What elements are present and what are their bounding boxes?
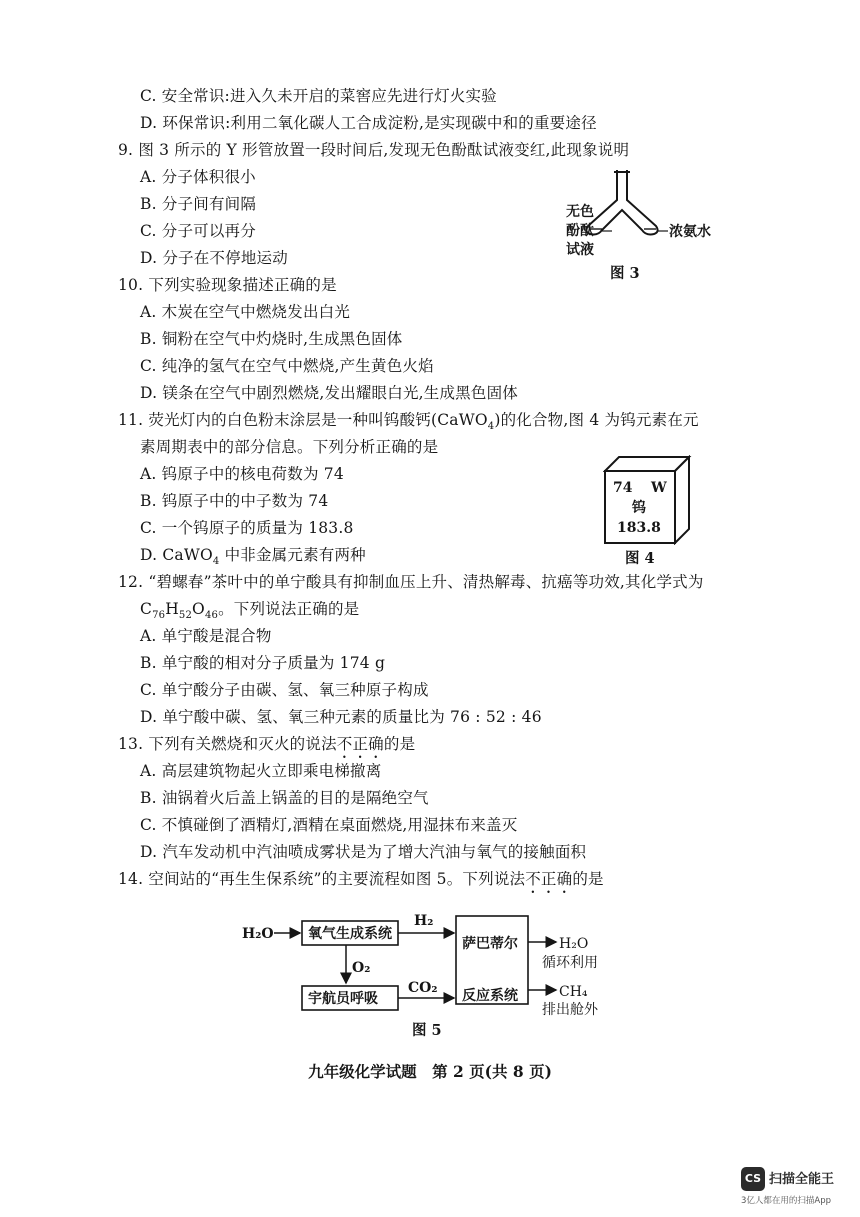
fig5-oxygen-generation-label: 氧气生成系统 [308, 926, 392, 942]
q9-option-d: D. 分子在不停地运动 [140, 249, 288, 267]
fig5-input-water: H₂O [242, 926, 274, 942]
q8-option-c: C. 安全常识:进入久未开启的菜窖应先进行灯火实验 [140, 87, 497, 105]
q13-stem: 13. 下列有关燃烧和灭火的说法不正确的是 [118, 735, 416, 753]
q11-option-b: B. 钨原子中的中子数为 74 [140, 492, 329, 510]
q10-option-c: C. 纯净的氢气在空气中燃烧,产生黄色火焰 [140, 357, 434, 375]
q11-stem-line1: 11. 荧光灯内的白色粉末涂层是一种叫钨酸钙(CaWO$_4$)的化合物,图 4 为钨元素在元 [118, 411, 699, 433]
fig5-sabatier-label-2: 反应系统 [462, 988, 518, 1004]
q9-option-b: B. 分子间有间隔 [140, 195, 257, 213]
fig5-out-methane: CH₄ [559, 984, 588, 1000]
q10-option-a: A. 木炭在空气中燃烧发出白光 [140, 303, 351, 321]
q13-option-a: A. 高层建筑物起火立即乘电梯撤离 [140, 762, 382, 780]
fig3-label-colorless: 无色 [566, 204, 594, 220]
q12-option-d: D. 单宁酸中碳、氢、氧三种元素的质量比为 76 : 52 : 46 [140, 708, 542, 726]
fig5-out-methane-note: 排出舱外 [542, 1002, 598, 1018]
figure-5-flow-diagram [238, 908, 618, 1018]
q12-option-c: C. 单宁酸分子由碳、氢、氧三种原子构成 [140, 681, 429, 699]
fig3-label-ammonia: 浓氨水 [669, 224, 711, 240]
fig5-h2-label: H₂ [414, 913, 434, 929]
q11-option-c: C. 一个钨原子的质量为 183.8 [140, 519, 354, 537]
q12-stem-line1: 12. “碧螺春”茶叶中的单宁酸具有抑制血压上升、清热解毒、抗癌等功效,其化学式为 [118, 573, 704, 591]
fig5-sabatier-label-1: 萨巴蒂尔 [462, 936, 518, 952]
scanner-app-tagline: 3亿人都在用的扫描App [741, 1196, 832, 1206]
q13-option-c: C. 不慎碰倒了酒精灯,酒精在桌面燃烧,用湿抹布来盖灭 [140, 816, 518, 834]
fig5-co2-label: CO₂ [408, 980, 438, 996]
figure-3-caption: 图 3 [610, 265, 640, 282]
q13-option-b: B. 油锅着火后盖上锅盖的目的是隔绝空气 [140, 789, 429, 807]
q8-option-d: D. 环保常识:利用二氧化碳人工合成淀粉,是实现碳中和的重要途径 [140, 114, 597, 132]
q9-option-a: A. 分子体积很小 [140, 168, 256, 186]
element-atomic-mass: 183.8 [617, 520, 661, 536]
q12-option-a: A. 单宁酸是混合物 [140, 627, 272, 645]
element-atomic-number: 74 [613, 480, 633, 496]
fig5-o2-label: O₂ [352, 960, 371, 976]
figure-3-y-tube [560, 168, 730, 283]
q12-stem-line2: $C_{76}H_{52}O_{46}$。下列说法正确的是 [140, 600, 360, 622]
q11-option-d: D. CaWO$_4$ 中非金属元素有两种 [140, 546, 366, 568]
fig5-astronaut-label: 宇航员呼吸 [308, 991, 378, 1007]
scanner-logo-icon: CS [741, 1167, 765, 1191]
q13-option-d: D. 汽车发动机中汽油喷成雾状是为了增大汽油与氧气的接触面积 [140, 843, 587, 861]
element-name: 钨 [632, 500, 646, 516]
figure-4-caption: 图 4 [625, 550, 655, 567]
figure-5-caption: 图 5 [412, 1022, 442, 1039]
fig5-out-water: H₂O [559, 936, 589, 952]
page-footer: 九年级化学试题 第 2 页(共 8 页) [308, 1062, 552, 1081]
q10-option-d: D. 镁条在空气中剧烈燃烧,发出耀眼白光,生成黑色固体 [140, 384, 518, 402]
q9-option-c: C. 分子可以再分 [140, 222, 256, 240]
q14-stem: 14. 空间站的“再生生保系统”的主要流程如图 5。下列说法不正确的是 [118, 870, 604, 888]
fig5-out-water-note: 循环利用 [542, 955, 598, 971]
fig3-label-phenol: 酚酞 [566, 223, 594, 239]
q11-stem-line2: 素周期表中的部分信息。下列分析正确的是 [140, 438, 439, 456]
q10-option-b: B. 铜粉在空气中灼烧时,生成黑色固体 [140, 330, 403, 348]
element-symbol: W [651, 480, 667, 496]
fig3-label-reagent: 试液 [566, 242, 594, 258]
figure-4-element-cell [603, 455, 693, 545]
q11-option-a: A. 钨原子中的核电荷数为 74 [140, 465, 344, 483]
q12-option-b: B. 单宁酸的相对分子质量为 174 g [140, 654, 386, 672]
scanner-app-name: 扫描全能王 [769, 1172, 835, 1187]
q10-stem: 10. 下列实验现象描述正确的是 [118, 276, 337, 294]
q9-stem: 9. 图 3 所示的 Y 形管放置一段时间后,发现无色酚酞试液变红,此现象说明 [118, 141, 630, 159]
